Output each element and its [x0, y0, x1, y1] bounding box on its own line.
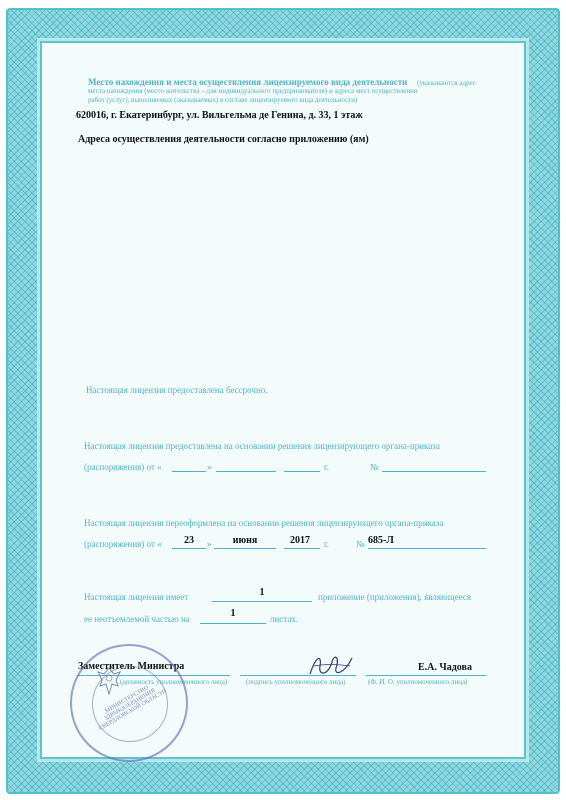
header-title: Место нахождения и места осуществления лицензируемого вида деятельности	[88, 77, 408, 87]
validity-text: Настоящая лицензия предоставлена бессрочно.	[86, 385, 268, 395]
handwritten-signature	[306, 652, 356, 680]
signatory-position: Заместитель Министра	[78, 661, 185, 672]
reissue-line1: Настоящая лицензия переоформлена на основании решения лицензирующего органа-приказа	[84, 518, 444, 528]
reissue-date-label: (распоряжения) от «	[84, 539, 162, 549]
attachments-text-a: Настоящая лицензия имеет	[84, 592, 189, 602]
appendix-line: Адреса осуществления деятельности согласно приложению (ям)	[78, 134, 369, 145]
license-address: 620016, г. Екатеринбург, ул. Вильгельма де Генина, д. 33, 1 этаж	[76, 110, 363, 121]
reissue-number-line	[368, 548, 486, 549]
reissue-number: 685-Л	[368, 535, 394, 546]
reissue-number-label: №	[356, 539, 365, 549]
basis-line1: Настоящая лицензия предоставлена на основании решения лицензирующего органа-приказа	[84, 441, 440, 451]
reissue-month: июня	[232, 535, 258, 546]
name-line	[366, 675, 486, 676]
name-note: (Ф. И. О. уполномоченного лица)	[368, 678, 468, 686]
basis-month-line	[216, 471, 276, 472]
reissue-year-suffix: г.	[324, 539, 329, 549]
basis-day-line	[172, 471, 206, 472]
eagle-emblem-icon	[94, 664, 124, 698]
basis-year-line	[284, 471, 320, 472]
sign-note: (подпись уполномоченного лица)	[246, 678, 346, 686]
signatory-name: Е.А. Чадова	[418, 662, 472, 673]
official-seal	[70, 644, 188, 762]
basis-date-label: (распоряжения) от «	[84, 462, 162, 472]
header-note-line2: места нахождения (место жительства – для индивидуального предпринимателя) и адреса мест осуществления	[88, 87, 418, 95]
basis-year-suffix: г.	[324, 462, 329, 472]
attachments-count: 1	[259, 587, 265, 598]
basis-quote-close: »	[207, 462, 212, 472]
reissue-quote-close: »	[207, 539, 212, 549]
attachments-text-b: приложение (приложения), являющееся	[318, 592, 472, 602]
reissue-year: 2017	[290, 535, 310, 546]
attachments-text-c: ее неотъемлемой частью на	[84, 614, 190, 624]
attachments-text-d: листах.	[270, 614, 299, 624]
header-note: (указываются адрес	[417, 79, 476, 87]
basis-number-label: №	[370, 462, 379, 472]
position-note: (должность уполномоченного лица)	[120, 678, 228, 686]
header-note-line3: работ (услуг), выполняемых (оказываемых) в составе лицензируемого вида деятельности)	[88, 96, 358, 104]
reissue-day-line	[172, 548, 206, 549]
reissue-year-line	[284, 548, 320, 549]
reissue-month-line	[214, 548, 276, 549]
seal-text: МИНИСТЕРСТВО ЗДРАВООХРАНЕНИЯ СВЕРДЛОВСКОЙ ОБЛАСТИ	[98, 684, 168, 732]
attachments-count-line	[212, 601, 312, 602]
basis-number-line	[382, 471, 486, 472]
attachments-sheets-line	[200, 623, 266, 624]
attachments-sheets: 1	[230, 608, 236, 619]
reissue-day: 23	[184, 535, 194, 546]
